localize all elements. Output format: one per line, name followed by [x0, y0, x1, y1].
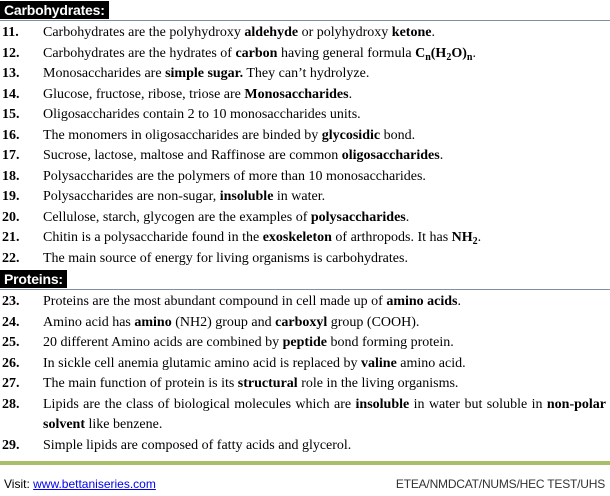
bold-term: insoluble [355, 396, 410, 412]
text-run: Cellulose, starch, glycogen are the examples of [43, 209, 311, 225]
item-number: 27. [2, 376, 20, 391]
text-run: Proteins are the most abundant compound in cell made up of [43, 294, 387, 309]
item-text [43, 228, 610, 249]
text-run: group (COOH). [327, 314, 420, 330]
list-item [0, 313, 610, 334]
text-run: Amino acid has [43, 314, 135, 330]
bold-term: Monosaccharides [244, 86, 349, 102]
item-text [43, 292, 610, 313]
text-run: . [431, 25, 435, 40]
list-item [0, 44, 610, 65]
item-text [43, 126, 610, 147]
section-title: Carbohydrates: [0, 1, 109, 19]
text-run: 20 different Amino acids are combined by [43, 335, 283, 350]
footer-divider [0, 461, 610, 465]
item-text [43, 105, 610, 126]
text-run: Glucose, fructose, ribose, triose are [43, 86, 245, 102]
text-run: In sickle cell anemia glutamic amino acid is replaced by [43, 355, 361, 371]
text-run: Oligosaccharides contain 2 to 10 monosaccharides units. [43, 107, 361, 122]
list-item [0, 374, 610, 395]
bold-term: carboxyl [275, 314, 328, 330]
text-run: Lipids are the class of biological molecules which are [43, 396, 356, 412]
list-item [0, 395, 610, 436]
text-run: bond. [380, 127, 416, 143]
text-run: role in the living organisms. [297, 376, 459, 391]
item-text [43, 44, 610, 65]
bold-term: glycosidic [321, 127, 381, 143]
bold-term: (H [430, 45, 447, 61]
text-run: . [405, 209, 410, 225]
item-text [43, 313, 610, 334]
item-number: 12. [2, 45, 20, 61]
text-run: Polysaccharides are non-sugar, [43, 189, 220, 204]
item-number: 21. [2, 230, 20, 245]
text-run: Carbohydrates are the hydrates of [43, 45, 236, 61]
list-item [0, 228, 610, 249]
bold-term: NH [451, 230, 473, 245]
section-header [0, 0, 610, 21]
list-item [0, 292, 610, 313]
text-run: Simple lipids are composed of fatty acids and glycerol. [43, 437, 352, 453]
list-item [0, 105, 610, 126]
item-number: 14. [2, 86, 20, 102]
item-text [43, 23, 610, 44]
bold-term: amino acids [386, 294, 458, 309]
text-run: (NH2) group and [171, 314, 276, 330]
text-run: Carbohydrates are the polyhydroxy [43, 25, 245, 40]
bold-term: exoskeleton [262, 230, 332, 245]
item-text [43, 333, 610, 354]
bold-term: peptide [282, 335, 327, 350]
item-text [43, 374, 610, 395]
subscript: 2 [446, 51, 452, 63]
item-text [43, 249, 610, 270]
bold-term: valine [361, 355, 397, 371]
item-number: 13. [2, 66, 20, 81]
text-run: . [477, 230, 482, 245]
list-item [0, 23, 610, 44]
item-text [43, 354, 610, 375]
text-run: of arthropods. It has [331, 230, 452, 245]
bold-term: carbon [235, 45, 278, 61]
item-text [43, 395, 610, 436]
list-item [0, 436, 610, 457]
text-run: They can’t hydrolyze. [243, 66, 370, 81]
text-run: . [348, 86, 353, 102]
item-number: 24. [2, 314, 20, 330]
text-run: Polysaccharides are the polymers of more than 10 monosaccharides. [43, 168, 426, 184]
text-run: Sucrose, lactose, maltose and Raffinose are common [43, 148, 342, 163]
footer-visit [4, 477, 156, 491]
item-text [43, 146, 610, 167]
list-item [0, 85, 610, 106]
text-run: Chitin is a polysaccharide found in the [43, 230, 263, 245]
bold-term: simple sugar. [165, 66, 244, 81]
subscript: n [466, 51, 473, 63]
item-number: 20. [2, 209, 20, 225]
bold-term: non-polar solvent [43, 396, 607, 432]
section-header [0, 269, 610, 290]
item-text [43, 85, 610, 106]
list-item [0, 249, 610, 270]
text-run: Monosaccharides are [43, 66, 166, 81]
item-number: 18. [2, 168, 20, 184]
footer-tests-label: ETEA/NMDCAT/NUMS/HEC TEST/UHS [395, 477, 605, 491]
item-text [43, 187, 610, 208]
text-run: amino acid. [396, 355, 466, 371]
text-run: having general formula [277, 45, 416, 61]
item-number: 15. [2, 107, 20, 122]
bold-term: O) [451, 45, 467, 61]
item-text [43, 436, 610, 457]
item-text [43, 208, 610, 229]
item-number: 25. [2, 335, 20, 350]
item-number: 19. [2, 189, 20, 204]
subscript: n [425, 51, 431, 63]
text-run: like benzene. [85, 417, 163, 432]
item-number: 29. [2, 437, 20, 453]
item-number: 16. [2, 127, 20, 143]
text-run: The main function of protein is its [43, 376, 238, 391]
text-run: bond forming protein. [326, 335, 454, 350]
bold-term: insoluble [219, 189, 274, 204]
item-number: 11. [2, 25, 19, 40]
item-number: 17. [2, 148, 20, 163]
item-number: 23. [2, 294, 20, 309]
section-title: Proteins: [0, 270, 67, 288]
subscript: 2 [472, 236, 478, 247]
list-item [0, 187, 610, 208]
bold-term: polysaccharides [310, 209, 406, 225]
list-item [0, 126, 610, 147]
text-run: The main source of energy for living organisms is carbohydrates. [43, 250, 408, 266]
bold-term: aldehyde [244, 25, 299, 40]
list-item [0, 208, 610, 229]
list-item [0, 333, 610, 354]
list-item [0, 167, 610, 188]
text-run: in water but soluble in [409, 396, 547, 412]
text-run: . [439, 148, 444, 163]
item-text [43, 64, 610, 85]
bold-term: C [415, 45, 426, 61]
visit-label: Visit: [4, 477, 34, 491]
list-item [0, 146, 610, 167]
bold-term: amino [134, 314, 172, 330]
list-item [0, 354, 610, 375]
list-item [0, 64, 610, 85]
text-run: or polyhydroxy [298, 25, 392, 40]
page-footer [0, 474, 610, 496]
item-number: 26. [2, 355, 20, 371]
text-run: . [472, 45, 476, 61]
item-number: 28. [2, 396, 20, 412]
item-number: 22. [2, 250, 20, 266]
bold-term: oligosaccharides [341, 148, 440, 163]
bold-term: ketone [391, 25, 432, 40]
text-run: in water. [273, 189, 326, 204]
text-run: . [457, 294, 461, 309]
website-link[interactable]: www.bettaniseries.com [33, 477, 156, 491]
text-run: The monomers in oligosaccharides are binded by [43, 127, 322, 143]
item-text [43, 167, 610, 188]
bold-term: structural [237, 376, 298, 391]
